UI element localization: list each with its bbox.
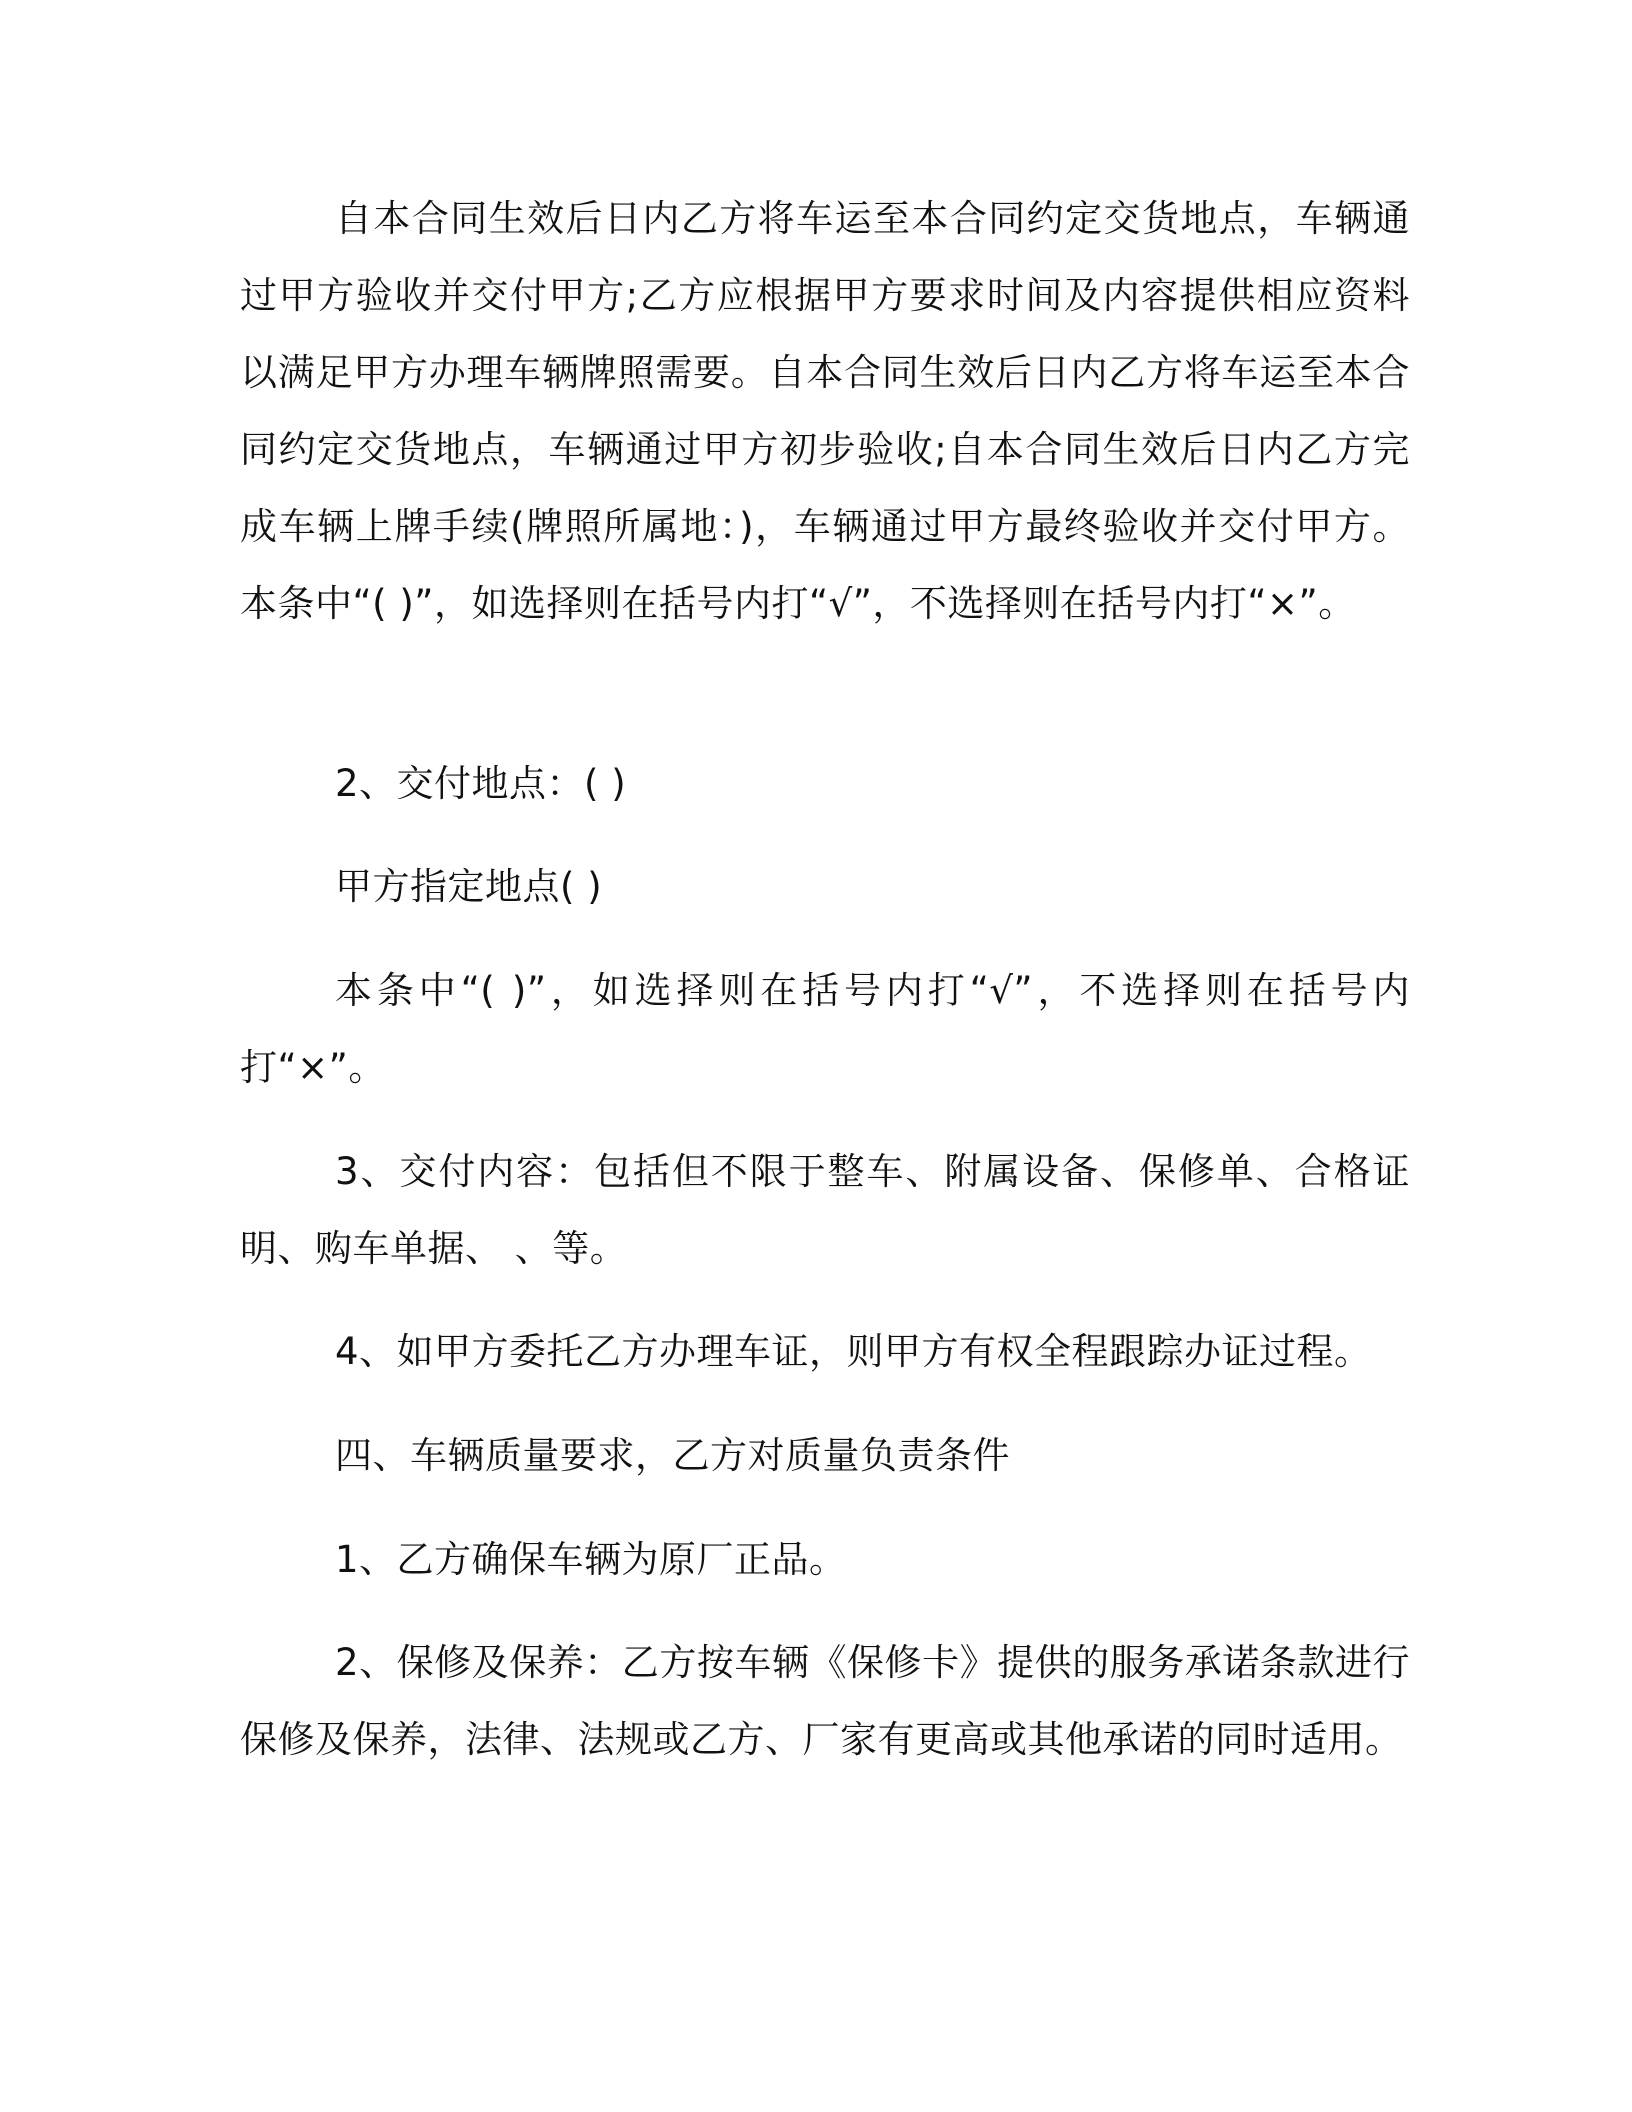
paragraph-selection-instruction: 本条中“( )”，如选择则在括号内打“√”，不选择则在括号内打“×”。 bbox=[240, 969, 1410, 1089]
paragraph-warranty-maintenance: 2、保修及保养：乙方按车辆《保修卡》提供的服务承诺条款进行保修及保养，法律、法规或乙方、厂家有更高或其他承诺的同时适用。 bbox=[240, 1641, 1410, 1761]
paragraph-party-a-designated-location: 甲方指定地点( ) bbox=[335, 865, 603, 908]
paragraph-delivery-terms: 自本合同生效后日内乙方将车运至本合同约定交货地点，车辆通过甲方验收并交付甲方;乙方应根据甲方要求时间及内容提供相应资料以满足甲方办理车辆牌照需要。自本合同生效后日内乙方将车运至本合同约定交货地点，车辆通过甲方初步验收;自本合同生效后日内乙方完成车辆上牌手续(牌照所属地：)，车辆通过甲方最终验收并交付甲方。本条中“( )”，如选择则在括号内打“√”，不选择则在括号内打“×”。 bbox=[240, 197, 1410, 625]
section-heading-quality-requirements: 四、车辆质量要求，乙方对质量负责条件 bbox=[335, 1434, 1010, 1477]
paragraph-original-product: 1、乙方确保车辆为原厂正品。 bbox=[335, 1538, 847, 1581]
paragraph-vehicle-certificate: 4、如甲方委托乙方办理车证，则甲方有权全程跟踪办证过程。 bbox=[335, 1330, 1372, 1373]
paragraph-delivery-location: 2、交付地点：( ) bbox=[335, 762, 627, 805]
paragraph-delivery-content: 3、交付内容：包括但不限于整车、附属设备、保修单、合格证明、购车单据、 、等。 bbox=[240, 1150, 1410, 1270]
